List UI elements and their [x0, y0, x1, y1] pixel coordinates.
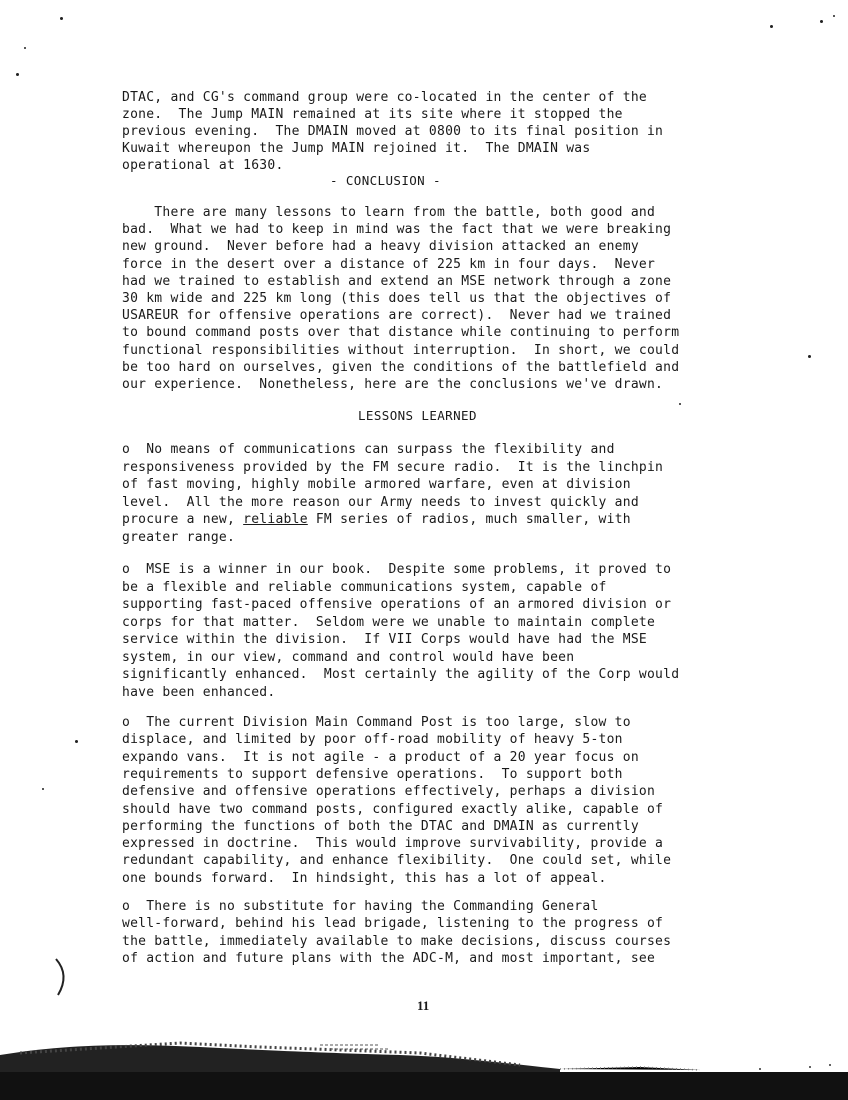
scan-speck: [679, 403, 681, 405]
text-line: displace, and limited by poor off-road mobility of heavy 5-ton: [122, 732, 623, 748]
page-number: 11: [417, 998, 430, 1013]
text-segment: FM series of radios, much smaller, with: [307, 512, 631, 527]
text-line: o The current Division Main Command Post is too large, slow to: [122, 715, 631, 730]
text-line: significantly enhanced. Most certainly the agility of the Corp would: [122, 667, 680, 682]
text-line: new ground. Never before had a heavy division attacked an enemy: [122, 239, 639, 255]
scan-edge-band: [0, 1072, 848, 1100]
text-line: functional responsibilities without interruption. In short, we could: [122, 342, 680, 358]
text-segment: procure a new,: [122, 512, 244, 527]
text-line: USAREUR for offensive operations are correct). Never had we trained: [122, 308, 672, 324]
text-line: Kuwait whereupon the Jump MAIN rejoined it. The DMAIN was: [122, 141, 591, 156]
text-line: redundant capability, and enhance flexibility. One could set, while: [122, 853, 672, 869]
text-line: corps for that matter. Seldom were we unable to maintain complete: [122, 614, 656, 630]
text-line: be too hard on ourselves, given the conditions of the battlefield and: [122, 359, 680, 375]
text-line: zone. The Jump MAIN remained at its site where it stopped the: [122, 107, 623, 122]
text-line: well-forward, behind his lead brigade, listening to the progress of: [122, 916, 664, 932]
text-line: level. All the more reason our Army needs to invest quickly and: [122, 494, 639, 510]
text-line: o No means of communications can surpass the flexibility and: [122, 442, 615, 457]
text-line: responsiveness provided by the FM secure radio. It is the linchpin: [122, 459, 664, 475]
text-line: our experience. Nonetheless, here are the conclusions we've drawn.: [122, 377, 664, 392]
text-line: be a flexible and reliable communications system, capable of: [122, 579, 607, 595]
text-line: operational at 1630.: [122, 158, 284, 173]
conclusion-heading: - CONCLUSION -: [330, 173, 441, 188]
text-line: service within the division. If VII Corps would have had the MSE: [122, 632, 647, 647]
scan-speck: [60, 17, 63, 20]
text-line: have been enhanced.: [122, 684, 276, 700]
text-line: force in the desert over a distance of 225 km in four days. Never: [122, 256, 656, 272]
text-line: performing the functions of both the DTAC and DMAIN as currently: [122, 818, 639, 834]
text-line: of action and future plans with the ADC-M, and most important, see: [122, 950, 656, 966]
scan-speck: [770, 25, 773, 28]
text-line: defensive and offensive operations effectively, perhaps a division: [122, 784, 656, 800]
text-line: the battle, immediately available to make decisions, discuss courses: [122, 933, 672, 949]
text-line: to bound command posts over that distance while continuing to perform: [122, 325, 680, 341]
scan-speck: [820, 20, 823, 23]
underlined-word: reliable: [243, 512, 308, 527]
text-line: system, in our view, command and control would have been: [122, 649, 575, 665]
text-line: 30 km wide and 225 km long (this does tell us that the objectives of: [122, 291, 672, 306]
text-line: previous evening. The DMAIN moved at 0800 to its final position in: [122, 124, 664, 139]
lessons-learned-heading: LESSONS LEARNED: [358, 408, 477, 423]
scan-speck: [16, 73, 19, 76]
scan-speck: [808, 355, 811, 358]
scan-speck: [42, 788, 44, 790]
scan-speck: [24, 47, 26, 49]
text-line: requirements to support defensive operations. To support both: [122, 766, 623, 782]
text-line: greater range.: [122, 529, 236, 545]
text-line: There are many lessons to learn from the battle, both good and: [122, 205, 656, 220]
text-line: of fast moving, highly mobile armored warfare, even at division: [122, 477, 631, 492]
text-line: expando vans. It is not agile - a product of a 20 year focus on: [122, 749, 639, 765]
text-line: expressed in doctrine. This would improve survivability, provide a: [122, 836, 664, 852]
scan-noise-band: [0, 1025, 848, 1075]
text-line: bad. What we had to keep in mind was the fact that we were breaking: [122, 222, 672, 238]
text-line: [122, 511, 631, 528]
text-line: supporting fast-paced offensive operations of an armored division or: [122, 597, 672, 612]
text-line: DTAC, and CG's command group were co-located in the center of the: [122, 90, 647, 105]
text-line: o MSE is a winner in our book. Despite some problems, it proved to: [122, 562, 672, 577]
text-line: o There is no substitute for having the Commanding General: [122, 899, 599, 914]
text-line: should have two command posts, configured exactly alike, capable of: [122, 801, 664, 817]
margin-bracket-mark: [48, 955, 78, 1000]
text-line: had we trained to establish and extend an MSE network through a zone: [122, 273, 672, 289]
scan-speck: [75, 740, 78, 743]
text-line: one bounds forward. In hindsight, this has a lot of appeal.: [122, 870, 607, 886]
scan-speck: [833, 15, 835, 17]
